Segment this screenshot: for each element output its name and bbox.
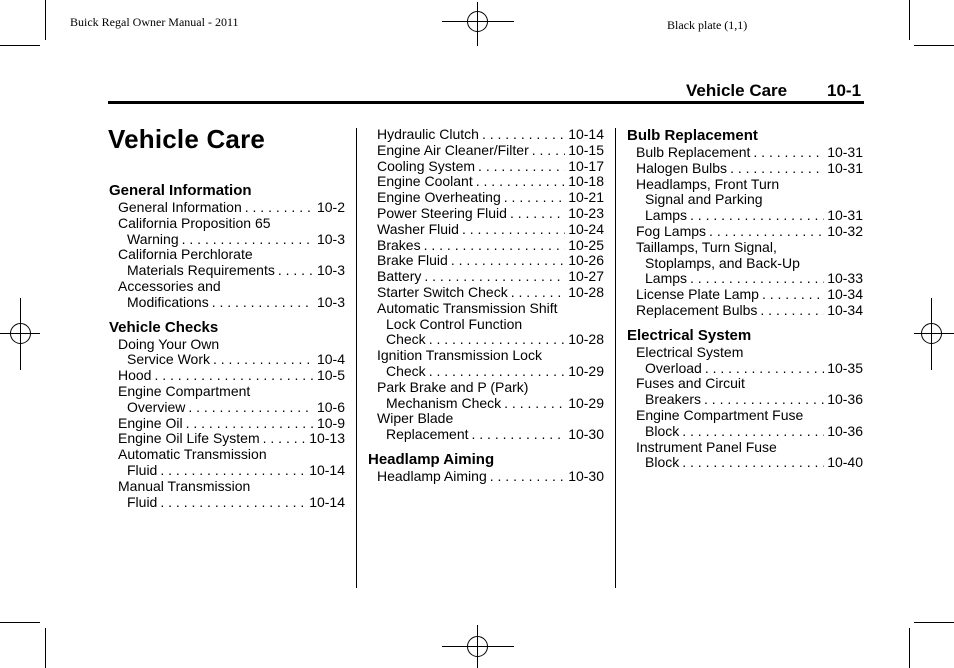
section-heading: General Information (109, 182, 252, 199)
toc-entry[interactable]: Park Brake and P (Park) Mechanism Check . . . 10-29 (368, 380, 604, 412)
toc-entry[interactable]: Instrument Panel Fuse Block . . . 10-40 (627, 440, 863, 472)
toc-entry[interactable]: Washer Fluid . . . 10-24 (368, 222, 604, 238)
toc-entry[interactable]: Doing Your Own Service Work . . . 10-4 (109, 337, 345, 369)
plate-label: Black plate (1,1) (667, 18, 748, 32)
toc-entry[interactable]: Wiper Blade Replacement . . . 10-30 (368, 411, 604, 443)
crop-mark-bottom-right-vertical (909, 628, 910, 668)
running-header-page-number: 10-1 (827, 81, 862, 100)
toc-entry[interactable]: Engine Coolant . . . 10-18 (368, 174, 604, 190)
toc-entry[interactable]: Power Steering Fluid . . . 10-23 (368, 206, 604, 222)
toc-entry[interactable]: Headlamps, Front Turn Signal and Parking Lamps . . . 10-31 (627, 177, 863, 224)
crop-mark-bottom-right-horizontal (914, 622, 954, 623)
toc-entry[interactable]: Engine Compartment Fuse Block . . . 10-36 (627, 408, 863, 440)
toc-column-2 (368, 127, 604, 485)
toc-entry[interactable]: Ignition Transmission Lock Check . . . 10-29 (368, 348, 604, 380)
toc-entry[interactable]: Replacement Bulbs . . . 10-34 (627, 303, 863, 319)
crop-mark-top-right-horizontal (914, 45, 954, 46)
toc-entry[interactable]: Automatic Transmission Shift Lock Control Function Check . . . 10-28 (368, 301, 604, 348)
toc-entry[interactable]: Engine Oil . . . 10-9 (109, 416, 345, 432)
toc-entry[interactable]: Brakes . . . 10-25 (368, 238, 604, 254)
toc-entry[interactable]: Engine Oil Life System . . . 10-13 (109, 431, 345, 447)
toc-entry[interactable]: Battery . . . 10-27 (368, 269, 604, 285)
toc-entry[interactable]: Headlamp Aiming . . . 10-30 (368, 469, 604, 485)
crop-mark-top-right-vertical (909, 0, 910, 40)
toc-entry[interactable]: California Proposition 65 Warning . . . 10-3 (109, 216, 345, 248)
toc-entry[interactable]: Hydraulic Clutch . . . 10-14 (368, 127, 604, 143)
toc-column-1 (109, 182, 345, 510)
toc-entry[interactable]: Brake Fluid . . . 10-26 (368, 253, 604, 269)
toc-entry[interactable]: Cooling System . . . 10-17 (368, 159, 604, 175)
section-heading: Headlamp Aiming (368, 450, 495, 468)
toc-entry[interactable]: Starter Switch Check . . . 10-28 (368, 285, 604, 301)
section-heading: Vehicle Checks (109, 318, 219, 336)
column-divider-1 (356, 128, 357, 588)
toc-entry[interactable]: Manual Transmission Fluid . . . 10-14 (109, 479, 345, 511)
toc-entry[interactable]: Bulb Replacement . . . 10-31 (627, 145, 863, 161)
crop-mark-top-left-vertical (45, 0, 46, 40)
column-divider-2 (615, 128, 616, 588)
toc-entry[interactable]: Accessories and Modifications . . . 10-3 (109, 279, 345, 311)
toc-entry[interactable]: Engine Air Cleaner/Filter . . . 10-15 (368, 143, 604, 159)
section-heading: Bulb Replacement (627, 127, 758, 144)
toc-entry[interactable]: Taillamps, Turn Signal, Stoplamps, and Back-Up Lamps . . . 10-33 (627, 240, 863, 287)
page-title: Vehicle Care (108, 124, 266, 154)
toc-entry[interactable]: Hood . . . 10-5 (109, 368, 345, 384)
toc-column-3 (627, 127, 863, 471)
toc-entry[interactable]: General Information . . . 10-2 (109, 200, 345, 216)
crop-mark-bottom-left-horizontal (0, 622, 40, 623)
toc-entry[interactable]: Electrical System Overload . . . 10-35 (627, 345, 863, 377)
header-rule (108, 101, 864, 104)
toc-entry[interactable]: Fuses and Circuit Breakers . . . 10-36 (627, 376, 863, 408)
toc-entry[interactable]: Engine Compartment Overview . . . 10-6 (109, 384, 345, 416)
toc-entry[interactable]: Fog Lamps . . . 10-32 (627, 224, 863, 240)
crop-mark-bottom-left-vertical (45, 628, 46, 668)
toc-entry[interactable]: California Perchlorate Materials Requirements . . . 10-3 (109, 247, 345, 279)
manual-title-label: Buick Regal Owner Manual - 2011 (70, 15, 239, 29)
toc-entry[interactable]: License Plate Lamp . . . 10-34 (627, 287, 863, 303)
toc-entry[interactable]: Halogen Bulbs . . . 10-31 (627, 161, 863, 177)
section-heading: Electrical System (627, 326, 752, 344)
crop-mark-top-left-horizontal (0, 45, 40, 46)
toc-entry[interactable]: Automatic Transmission Fluid . . . 10-14 (109, 447, 345, 479)
running-header-section: Vehicle Care (686, 81, 788, 100)
toc-entry[interactable]: Engine Overheating . . . 10-21 (368, 190, 604, 206)
